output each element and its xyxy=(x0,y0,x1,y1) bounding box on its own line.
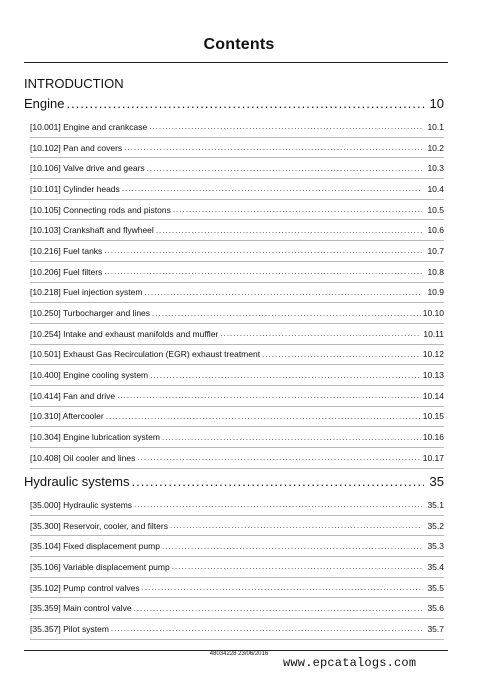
section-engine[interactable] xyxy=(24,96,444,111)
entry-label: [10.218] Fuel injection system xyxy=(30,287,143,298)
entry-page: 10.3 xyxy=(427,163,444,174)
entry-page: 10.17 xyxy=(422,452,444,463)
leader-dots xyxy=(162,433,421,442)
entry-page: 10.14 xyxy=(422,390,444,401)
leader-dots xyxy=(262,350,421,359)
leader-dots xyxy=(144,288,422,297)
leader-dots xyxy=(131,474,423,489)
toc-entry[interactable] xyxy=(30,220,444,241)
section-hydraulic-systems[interactable] xyxy=(24,474,444,489)
entry-label: [10.101] Cylinder heads xyxy=(30,183,120,194)
toc-entry[interactable] xyxy=(30,345,444,366)
entry-page: 10.11 xyxy=(423,328,444,339)
leader-dots xyxy=(137,453,420,462)
entry-label: [35.357] Pilot system xyxy=(30,623,109,634)
entry-page: 35.2 xyxy=(427,520,444,531)
leader-dots xyxy=(106,412,421,421)
entry-page: 35.6 xyxy=(427,603,444,614)
leader-dots xyxy=(122,184,422,193)
leader-dots xyxy=(156,226,422,235)
entry-page: 10.15 xyxy=(422,411,444,422)
hydraulic-entries xyxy=(30,495,444,640)
toc-entry[interactable] xyxy=(30,448,444,469)
entry-label: [35.106] Variable displacement pump xyxy=(30,561,170,572)
entry-page: 10.7 xyxy=(427,245,444,256)
toc-entry[interactable] xyxy=(30,241,444,262)
entry-label: [10.400] Engine cooling system xyxy=(30,370,149,381)
toc-entry[interactable] xyxy=(30,598,444,619)
entry-label: [35.102] Pump control valves xyxy=(30,582,140,593)
entry-page: 10.5 xyxy=(427,204,444,215)
entry-label: [35.000] Hydraulic systems xyxy=(30,499,133,510)
entry-label: [10.206] Fuel filters xyxy=(30,266,103,277)
entry-label: [10.408] Oil cooler and lines xyxy=(30,452,136,463)
entry-label: [10.250] Turbocharger and lines xyxy=(30,308,151,319)
toc-entry[interactable] xyxy=(30,200,444,221)
intro-heading: INTRODUCTION xyxy=(24,76,124,91)
toc-entry[interactable] xyxy=(30,578,444,599)
toc-entry[interactable] xyxy=(30,303,444,324)
entry-label: [10.254] Intake and exhaust manifolds and muffler xyxy=(30,328,219,339)
entry-label: [10.105] Connecting rods and pistons xyxy=(30,204,171,215)
toc-entry[interactable] xyxy=(30,179,444,200)
entry-label: [35.104] Fixed displacement pump xyxy=(30,541,160,552)
entry-page: 35.4 xyxy=(427,561,444,572)
entry-page: 10.6 xyxy=(427,225,444,236)
entry-page: 35.1 xyxy=(427,499,444,510)
leader-dots xyxy=(111,624,422,633)
watermark-text: www.epcatalogs.com xyxy=(283,656,417,670)
toc-entry[interactable] xyxy=(30,158,444,179)
toc-entry[interactable] xyxy=(30,324,444,345)
leader-dots xyxy=(172,562,422,571)
entry-label: [35.300] Reservoir, cooler, and filters xyxy=(30,520,168,531)
toc-entry[interactable] xyxy=(30,283,444,304)
toc-entry[interactable] xyxy=(30,619,444,640)
entry-page: 35.7 xyxy=(427,623,444,634)
leader-dots xyxy=(152,309,421,318)
leader-dots xyxy=(66,96,423,111)
leader-dots xyxy=(142,583,422,592)
section-page: 35 xyxy=(429,474,444,489)
leader-dots xyxy=(134,604,422,613)
entry-label: [10.304] Engine lubrication system xyxy=(30,432,160,443)
section-title: Hydraulic systems xyxy=(24,474,130,489)
entry-page: 10.12 xyxy=(422,349,444,360)
toc-entry[interactable] xyxy=(30,407,444,428)
entry-page: 10.10 xyxy=(422,308,444,319)
entry-page: 10.8 xyxy=(427,266,444,277)
entry-label: [10.103] Crankshaft and flywheel xyxy=(30,225,154,236)
entry-page: 10.16 xyxy=(422,432,444,443)
toc-entry[interactable] xyxy=(30,557,444,578)
entry-label: [10.414] Fan and drive xyxy=(30,390,116,401)
leader-dots xyxy=(170,521,422,530)
entry-label: [35.359] Main control valve xyxy=(30,603,132,614)
section-title: Engine xyxy=(24,96,65,111)
entry-label: [10.310] Aftercooler xyxy=(30,411,104,422)
entry-page: 10.1 xyxy=(427,121,444,132)
entry-label: [10.216] Fuel tanks xyxy=(30,245,103,256)
entry-page: 35.3 xyxy=(427,541,444,552)
leader-dots xyxy=(150,371,421,380)
entry-label: [10.001] Engine and crankcase xyxy=(30,121,148,132)
leader-dots xyxy=(149,122,422,131)
toc-entry[interactable] xyxy=(30,117,444,138)
leader-dots xyxy=(173,205,422,214)
entry-label: [10.501] Exhaust Gas Recirculation (EGR) exhaust treatment xyxy=(30,349,261,360)
leader-dots xyxy=(124,143,422,152)
entry-label: [10.102] Pan and covers xyxy=(30,142,123,153)
entry-page: 10.13 xyxy=(422,370,444,381)
top-rule xyxy=(24,62,448,63)
engine-entries xyxy=(30,117,444,469)
entry-page: 35.5 xyxy=(427,582,444,593)
leader-dots xyxy=(162,542,422,551)
toc-entry[interactable] xyxy=(30,262,444,283)
toc-entry[interactable] xyxy=(30,365,444,386)
page-title: Contents xyxy=(203,36,275,53)
leader-dots xyxy=(220,329,421,338)
toc-entry[interactable] xyxy=(30,386,444,407)
leader-dots xyxy=(104,267,422,276)
toc-entry[interactable] xyxy=(30,516,444,537)
entry-page: 10.9 xyxy=(427,287,444,298)
leader-dots xyxy=(147,164,422,173)
entry-label: [10.106] Valve drive and gears xyxy=(30,163,145,174)
toc-entry[interactable] xyxy=(30,536,444,557)
leader-dots xyxy=(104,246,422,255)
leader-dots xyxy=(117,391,421,400)
entry-page: 10.4 xyxy=(427,183,444,194)
entry-page: 10.2 xyxy=(427,142,444,153)
section-page: 10 xyxy=(429,96,444,111)
toc-entry[interactable] xyxy=(30,495,444,516)
leader-dots xyxy=(134,500,422,509)
document-code: 48034228 23/06/2016 xyxy=(209,651,269,657)
toc-entry[interactable] xyxy=(30,138,444,159)
toc-entry[interactable] xyxy=(30,427,444,448)
